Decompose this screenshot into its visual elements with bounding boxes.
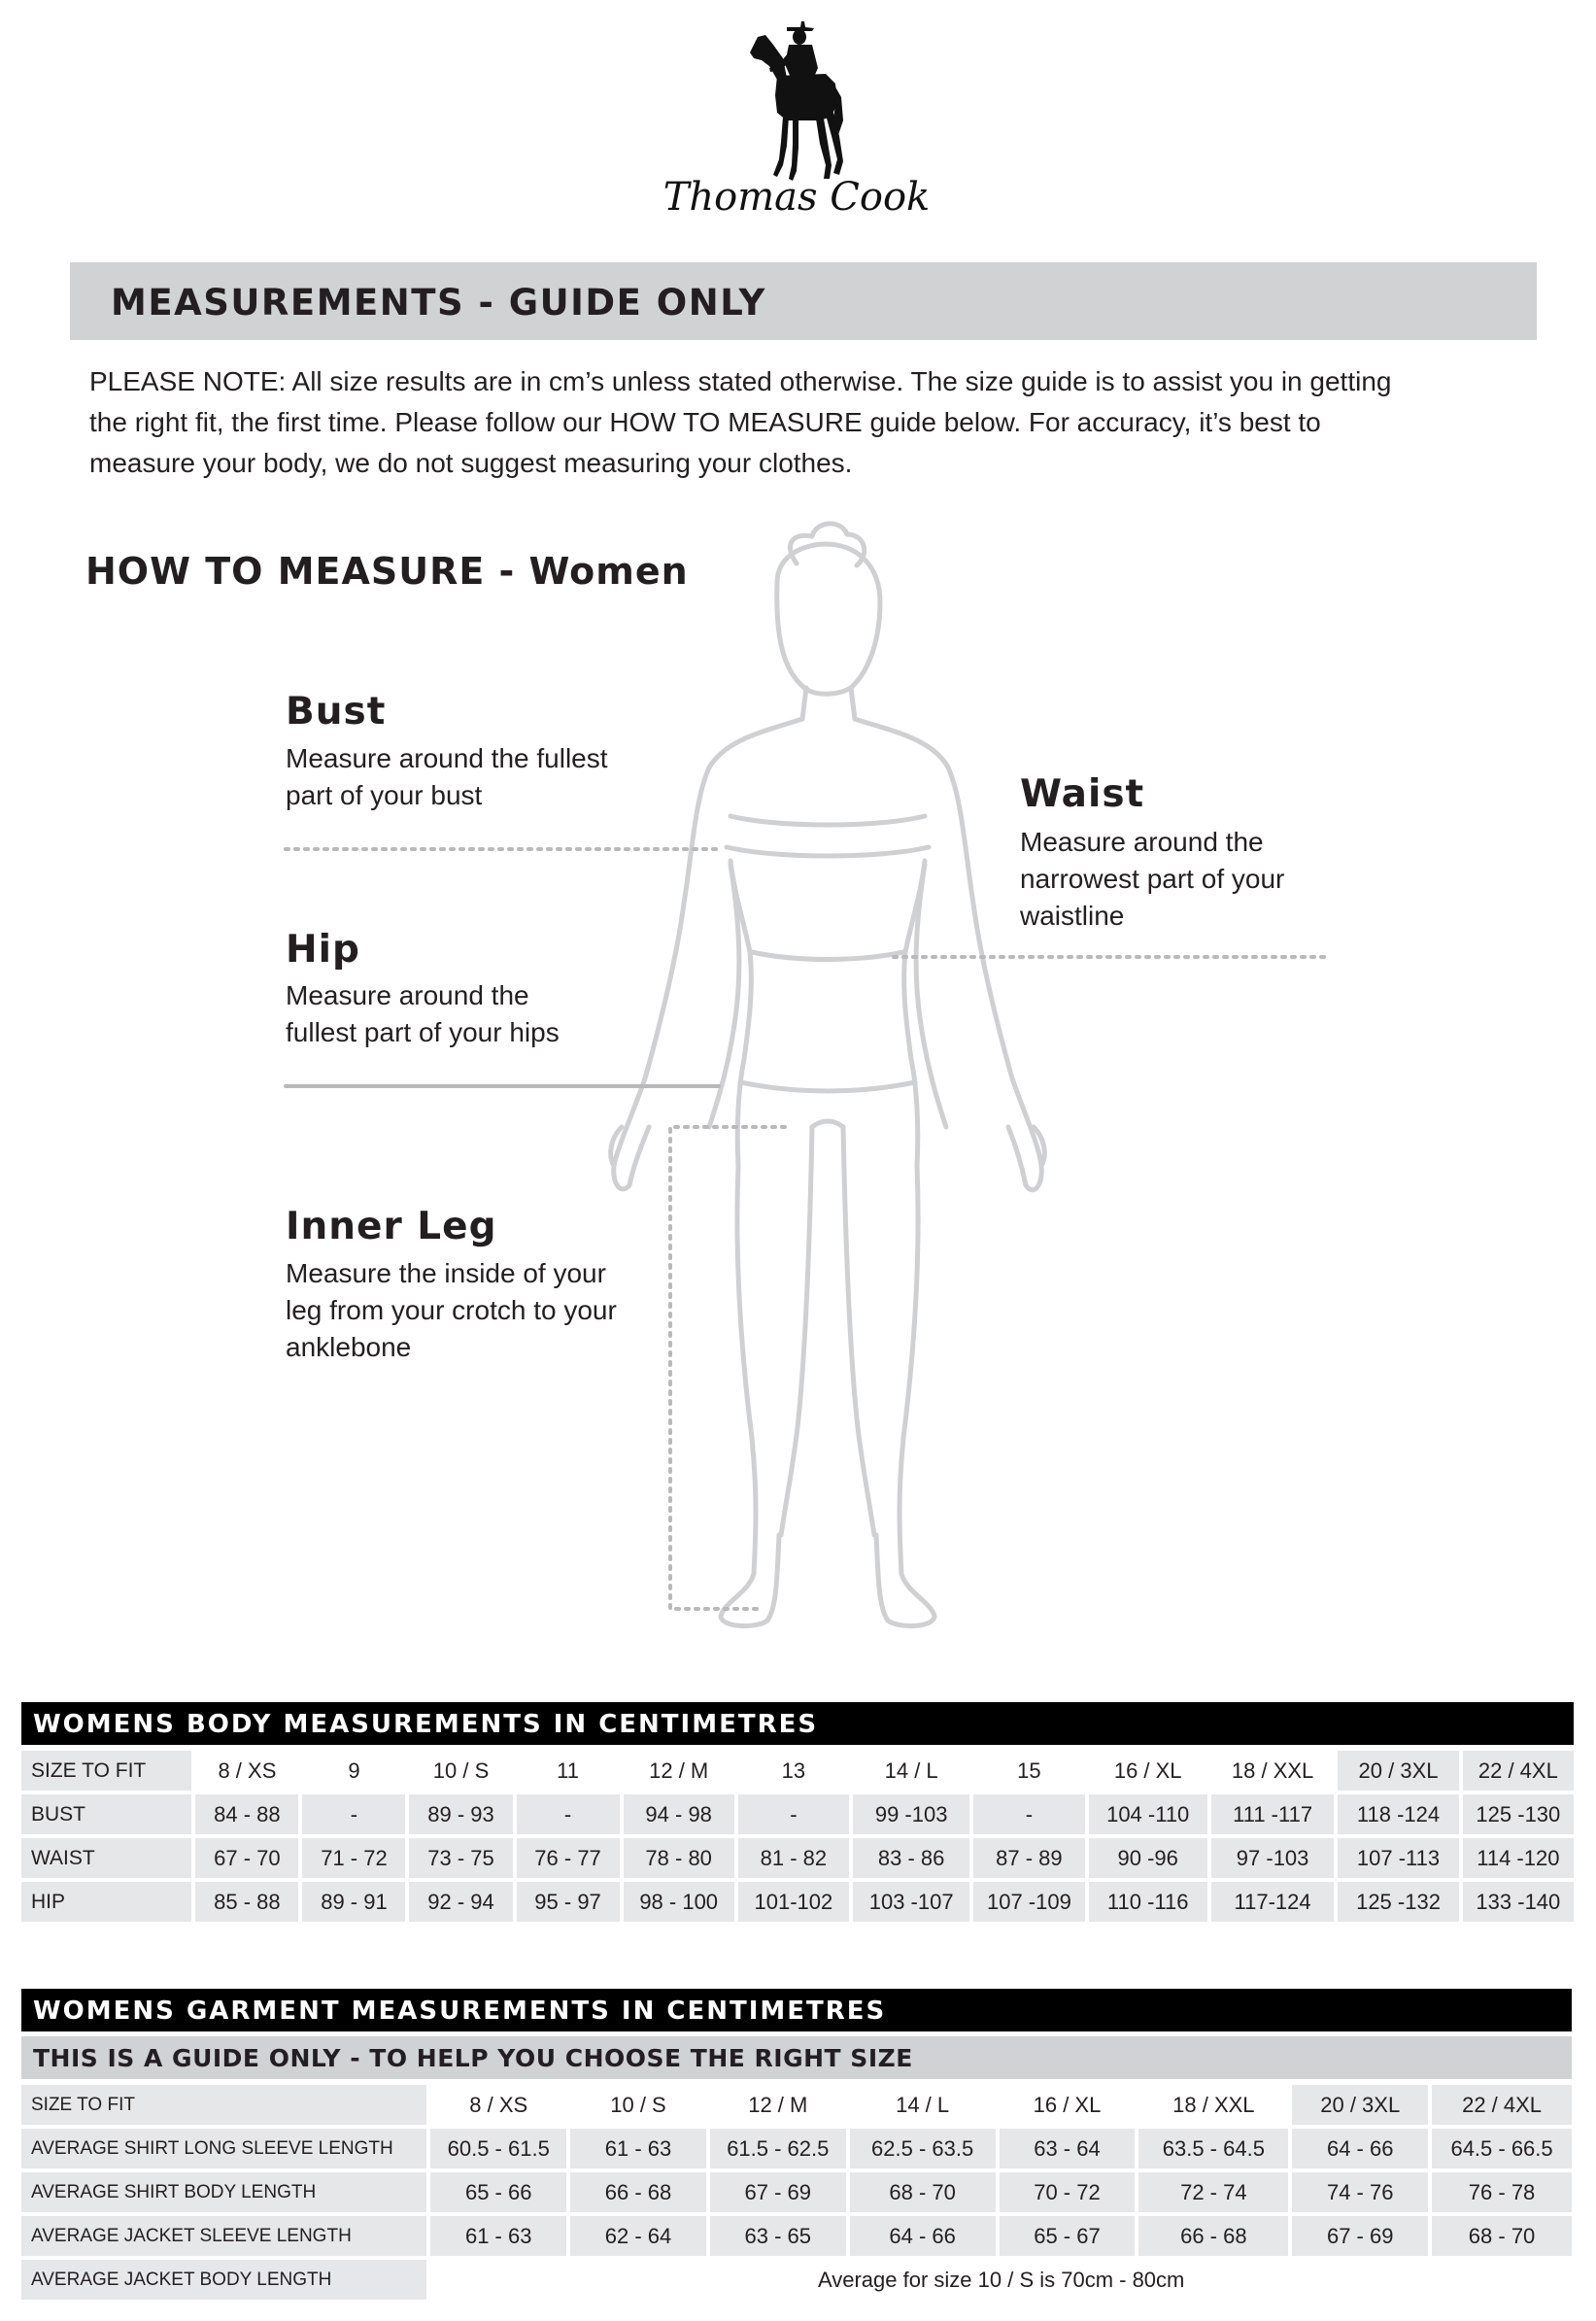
- table-cell: 92 - 94: [409, 1882, 512, 1922]
- table-cell: 12 / M: [624, 1751, 734, 1791]
- table-note-cell: Average for size 10 / S is 70cm - 80cm: [430, 2260, 1572, 2300]
- table-cell: 107 -109: [973, 1882, 1084, 1922]
- table-cell: 15: [973, 1751, 1084, 1791]
- table-cell: 103 -107: [853, 1882, 969, 1922]
- table-row: [21, 2172, 1572, 2212]
- table-cell: 104 -110: [1089, 1794, 1207, 1834]
- table-cell: 111 -117: [1211, 1794, 1334, 1834]
- table-cell: 64.5 - 66.5: [1432, 2129, 1572, 2168]
- table-cell: 8 / XS: [195, 1751, 298, 1791]
- row-label: BUST: [21, 1794, 191, 1834]
- table-cell: 61.5 - 62.5: [710, 2129, 846, 2168]
- brand-wordmark: Thomas Cook: [662, 175, 931, 220]
- table-cell: 63 - 65: [710, 2216, 846, 2256]
- table-cell: 76 - 77: [517, 1838, 620, 1878]
- table-cell: 62 - 64: [570, 2216, 706, 2256]
- table-cell: 85 - 88: [195, 1882, 298, 1922]
- table-cell: 10 / S: [409, 1751, 512, 1791]
- table-cell: 64 - 66: [850, 2216, 996, 2256]
- table-cell: 18 / XXL: [1138, 2085, 1288, 2125]
- table-cell: 67 - 70: [195, 1838, 298, 1878]
- table-cell: 97 -103: [1211, 1838, 1334, 1878]
- table-row: [21, 1794, 1574, 1834]
- table-cell: 60.5 - 61.5: [430, 2129, 566, 2168]
- waist-label: Waist: [1020, 772, 1145, 816]
- table-row: [21, 2216, 1572, 2256]
- hip-label: Hip: [286, 928, 360, 972]
- bust-description: Measure around the fullest part of your bust: [286, 743, 608, 810]
- table-cell: 65 - 66: [430, 2172, 566, 2212]
- table-row: [21, 2085, 1572, 2125]
- table-cell: 70 - 72: [1000, 2172, 1136, 2212]
- garment-table-subtitle: THIS IS A GUIDE ONLY - TO HELP YOU CHOOSE THE RIGHT SIZE: [21, 2036, 1572, 2079]
- table-cell: 84 - 88: [195, 1794, 298, 1834]
- table-cell: 64 - 66: [1292, 2129, 1428, 2168]
- table-cell: 67 - 69: [1292, 2216, 1428, 2256]
- table-row: [21, 1882, 1574, 1922]
- table-cell: 95 - 97: [517, 1882, 620, 1922]
- table-cell: 99 -103: [853, 1794, 969, 1834]
- table-cell: 20 / 3XL: [1338, 1751, 1458, 1791]
- row-label: WAIST: [21, 1838, 191, 1878]
- garment-table-title: WOMENS GARMENT MEASUREMENTS IN CENTIMETRES: [21, 1989, 1572, 2031]
- table-cell: 10 / S: [570, 2085, 706, 2125]
- table-cell: 16 / XL: [1089, 1751, 1207, 1791]
- inner-leg-description: Measure the inside of your leg from your crotch to your anklebone: [286, 1258, 617, 1362]
- row-label: SIZE TO FIT: [21, 1751, 191, 1791]
- table-cell: 94 - 98: [624, 1794, 734, 1834]
- table-row: [21, 2260, 1572, 2300]
- table-cell: -: [973, 1794, 1084, 1834]
- row-label: AVERAGE JACKET BODY LENGTH: [21, 2260, 426, 2300]
- table-cell: 66 - 68: [570, 2172, 706, 2212]
- table-cell: 89 - 93: [409, 1794, 512, 1834]
- table-cell: 125 -132: [1338, 1882, 1458, 1922]
- table-cell: 61 - 63: [430, 2216, 566, 2256]
- table-cell: 90 -96: [1089, 1838, 1207, 1878]
- page-title: MEASUREMENTS - GUIDE ONLY: [111, 282, 766, 324]
- table-cell: 67 - 69: [710, 2172, 846, 2212]
- table-cell: -: [517, 1794, 620, 1834]
- table-cell: 61 - 63: [570, 2129, 706, 2168]
- hip-description: Measure around the fullest part of your hips: [286, 980, 560, 1047]
- table-cell: 14 / L: [853, 1751, 969, 1791]
- table-cell: 101-102: [738, 1882, 849, 1922]
- row-label: AVERAGE SHIRT LONG SLEEVE LENGTH: [21, 2129, 426, 2168]
- table-cell: 62.5 - 63.5: [850, 2129, 996, 2168]
- table-cell: 76 - 78: [1432, 2172, 1572, 2212]
- table-cell: 73 - 75: [409, 1838, 512, 1878]
- table-cell: 87 - 89: [973, 1838, 1084, 1878]
- garment-measurements-table: [17, 2081, 1576, 2304]
- inner-leg-label: Inner Leg: [286, 1205, 497, 1248]
- how-to-measure-title: HOW TO MEASURE - Women: [85, 550, 689, 593]
- waist-description: Measure around the narrowest part of your waistline: [1020, 827, 1285, 931]
- table-row: [21, 1751, 1574, 1791]
- row-label: AVERAGE SHIRT BODY LENGTH: [21, 2172, 426, 2212]
- table-cell: 107 -113: [1338, 1838, 1458, 1878]
- table-cell: 74 - 76: [1292, 2172, 1428, 2212]
- table-cell: 16 / XL: [1000, 2085, 1136, 2125]
- table-cell: 63 - 64: [1000, 2129, 1136, 2168]
- row-label: SIZE TO FIT: [21, 2085, 426, 2125]
- table-cell: 98 - 100: [624, 1882, 734, 1922]
- table-cell: 81 - 82: [738, 1838, 849, 1878]
- table-row: [21, 1838, 1574, 1878]
- table-cell: 117-124: [1211, 1882, 1334, 1922]
- table-cell: 11: [517, 1751, 620, 1791]
- table-cell: 114 -120: [1463, 1838, 1574, 1878]
- table-cell: 20 / 3XL: [1292, 2085, 1428, 2125]
- table-cell: 68 - 70: [850, 2172, 996, 2212]
- table-cell: 83 - 86: [853, 1838, 969, 1878]
- table-cell: 71 - 72: [302, 1838, 405, 1878]
- table-cell: 22 / 4XL: [1463, 1751, 1574, 1791]
- table-cell: 63.5 - 64.5: [1138, 2129, 1288, 2168]
- table-cell: 13: [738, 1751, 849, 1791]
- table-cell: 22 / 4XL: [1432, 2085, 1572, 2125]
- body-table-title: WOMENS BODY MEASUREMENTS IN CENTIMETRES: [21, 1702, 1574, 1745]
- table-cell: 18 / XXL: [1211, 1751, 1334, 1791]
- table-cell: 66 - 68: [1138, 2216, 1288, 2256]
- woman-silhouette-icon: [611, 524, 1045, 1626]
- table-cell: -: [738, 1794, 849, 1834]
- row-label: AVERAGE JACKET SLEEVE LENGTH: [21, 2216, 426, 2256]
- please-note-text: PLEASE NOTE: All size results are in cm’s unless stated otherwise. The size guide is to assist you in getting the right fit, the first time. Please follow our HOW TO MEASURE guide below. For accuracy, it’s best to measure your body, we do not suggest measuring your clothes.: [89, 366, 1392, 478]
- table-cell: 89 - 91: [302, 1882, 405, 1922]
- table-cell: 78 - 80: [624, 1838, 734, 1878]
- table-cell: 12 / M: [710, 2085, 846, 2125]
- table-cell: -: [302, 1794, 405, 1834]
- table-cell: 8 / XS: [430, 2085, 566, 2125]
- table-cell: 118 -124: [1338, 1794, 1458, 1834]
- table-cell: 110 -116: [1089, 1882, 1207, 1922]
- row-label: HIP: [21, 1882, 191, 1922]
- table-cell: 14 / L: [850, 2085, 996, 2125]
- table-cell: 125 -130: [1463, 1794, 1574, 1834]
- bust-label: Bust: [286, 690, 387, 734]
- table-cell: 65 - 67: [1000, 2216, 1136, 2256]
- table-row: [21, 2129, 1572, 2168]
- table-cell: 68 - 70: [1432, 2216, 1572, 2256]
- table-cell: 9: [302, 1751, 405, 1791]
- table-cell: 133 -140: [1463, 1882, 1574, 1922]
- table-cell: 72 - 74: [1138, 2172, 1288, 2212]
- body-measurements-table: [17, 1747, 1578, 1926]
